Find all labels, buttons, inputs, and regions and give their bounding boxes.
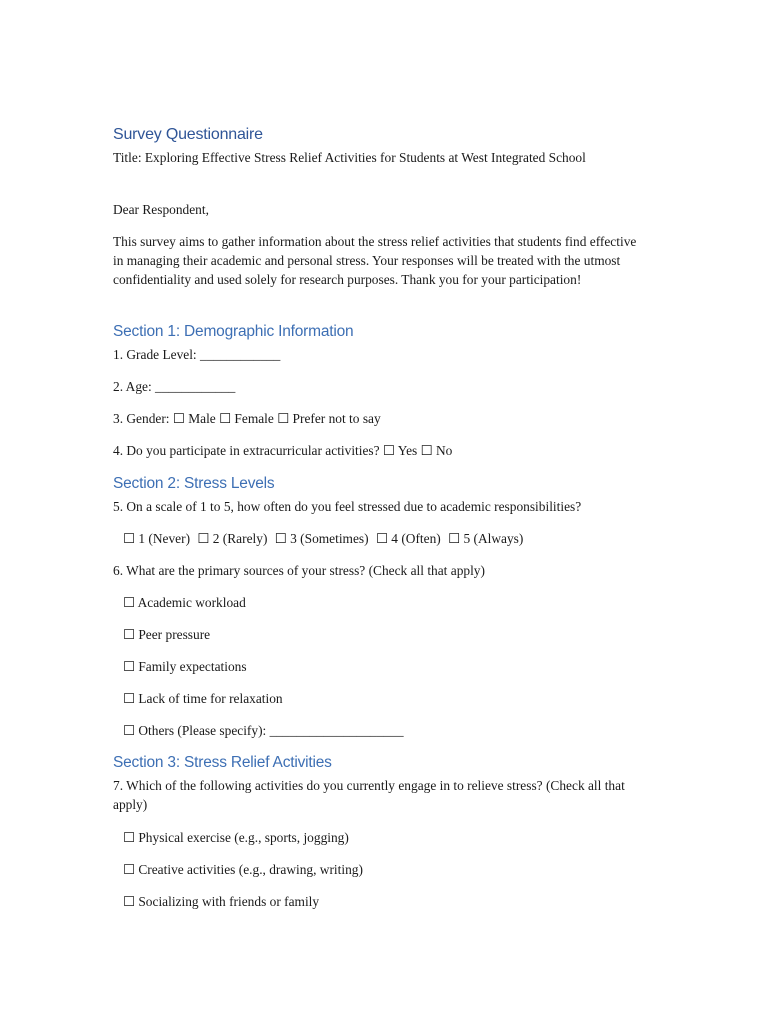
question-7: 7. Which of the following activities do you currently engage in to relieve stress? (Check all that apply)	[113, 778, 625, 812]
q7-option-1: ☐ Physical exercise (e.g., sports, jogging)	[123, 830, 349, 845]
question-6: 6. What are the primary sources of your stress? (Check all that apply)	[113, 563, 485, 578]
intro-paragraph: This survey aims to gather information about the stress relief activities that students find effective in managing their academic and personal stress. Your responses will be treated with the utmost confidentiality and used solely for research purposes. Thank you for your participation!	[113, 234, 637, 287]
salutation: Dear Respondent,	[113, 202, 209, 217]
q7-option-2: ☐ Creative activities (e.g., drawing, writing)	[123, 862, 363, 877]
question-5: 5. On a scale of 1 to 5, how often do you feel stressed due to academic responsibilities?	[113, 499, 582, 514]
q5-option-4: ☐ 4 (Often)	[375, 531, 441, 546]
question-4: 4. Do you participate in extracurricular activities? ☐ Yes ☐ No	[113, 443, 453, 458]
section2-heading: Section 2: Stress Levels	[113, 475, 275, 492]
document-heading: Survey Questionnaire	[113, 126, 263, 143]
q5-option-3: ☐ 3 (Sometimes)	[274, 531, 369, 546]
q6-option-3: ☐ Family expectations	[123, 659, 247, 674]
section1-heading: Section 1: Demographic Information	[113, 323, 354, 340]
question-3: 3. Gender: ☐ Male ☐ Female ☐ Prefer not to say	[113, 411, 381, 426]
q5-option-5: ☐ 5 (Always)	[448, 531, 524, 546]
q7-option-3: ☐ Socializing with friends or family	[123, 894, 320, 909]
q6-option-2: ☐ Peer pressure	[123, 627, 211, 642]
document-title-line: Title: Exploring Effective Stress Relief Activities for Students at West Integrated School	[113, 150, 586, 165]
question-2: 2. Age: ____________	[113, 379, 236, 394]
q6-option-1: ☐ Academic workload	[123, 595, 246, 610]
section3-heading: Section 3: Stress Relief Activities	[113, 754, 332, 771]
question-5-options	[123, 529, 527, 548]
q5-option-2: ☐ 2 (Rarely)	[197, 531, 268, 546]
q6-option-4: ☐ Lack of time for relaxation	[123, 691, 283, 706]
q6-option-5: ☐ Others (Please specify): ____________________	[123, 723, 404, 738]
question-1: 1. Grade Level: ____________	[113, 347, 281, 362]
q5-option-1: ☐ 1 (Never)	[123, 531, 191, 546]
